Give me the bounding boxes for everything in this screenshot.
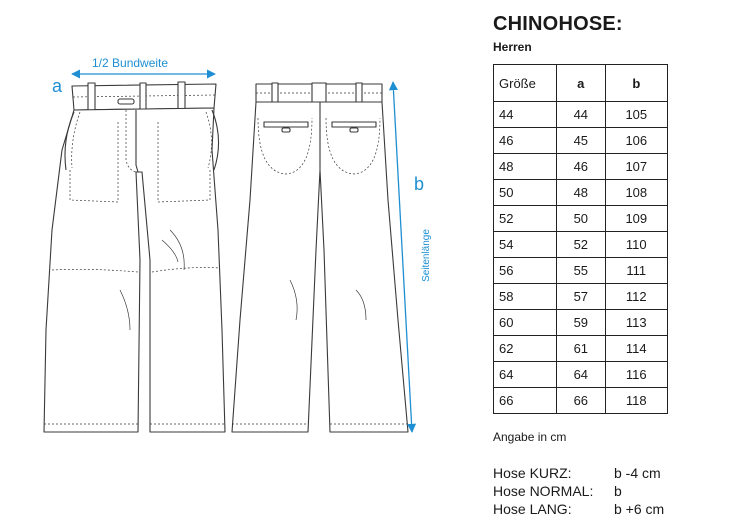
table-row bbox=[494, 154, 668, 180]
page-subtitle: Herren bbox=[493, 40, 532, 54]
cell-size: 64 bbox=[494, 362, 557, 388]
column-header-a: a bbox=[557, 65, 606, 102]
cell-a: 66 bbox=[557, 388, 606, 414]
cell-size: 62 bbox=[494, 336, 557, 362]
cell-size: 48 bbox=[494, 154, 557, 180]
table-row bbox=[494, 362, 668, 388]
length-variant-name: Hose NORMAL: bbox=[493, 483, 594, 499]
trousers-front-icon bbox=[44, 82, 225, 432]
unit-note: Angabe in cm bbox=[493, 430, 567, 444]
cell-b: 108 bbox=[605, 180, 667, 206]
cell-b: 116 bbox=[605, 362, 667, 388]
cell-a: 59 bbox=[557, 310, 606, 336]
cell-a: 57 bbox=[557, 284, 606, 310]
cell-a: 50 bbox=[557, 206, 606, 232]
cell-a: 46 bbox=[557, 154, 606, 180]
table-header-row bbox=[494, 65, 668, 102]
column-header-b: b bbox=[605, 65, 667, 102]
cell-a: 55 bbox=[557, 258, 606, 284]
table-row bbox=[494, 102, 668, 128]
cell-a: 44 bbox=[557, 102, 606, 128]
table-row bbox=[494, 232, 668, 258]
length-variants-list bbox=[493, 464, 664, 518]
length-variant-value: b -4 cm bbox=[614, 465, 661, 481]
list-item bbox=[493, 500, 664, 518]
waist-letter-a: a bbox=[52, 76, 63, 96]
cell-b: 111 bbox=[605, 258, 667, 284]
cell-a: 52 bbox=[557, 232, 606, 258]
cell-b: 113 bbox=[605, 310, 667, 336]
cell-b: 105 bbox=[605, 102, 667, 128]
cell-b: 110 bbox=[605, 232, 667, 258]
cell-size: 46 bbox=[494, 128, 557, 154]
cell-size: 66 bbox=[494, 388, 557, 414]
length-variant-value: b bbox=[614, 483, 622, 499]
trousers-back-icon bbox=[232, 83, 408, 432]
side-length-label: Seitenlänge bbox=[420, 229, 432, 282]
cell-a: 48 bbox=[557, 180, 606, 206]
table-row bbox=[494, 336, 668, 362]
cell-size: 44 bbox=[494, 102, 557, 128]
page-title: CHINOHOSE: bbox=[493, 13, 623, 35]
cell-a: 45 bbox=[557, 128, 606, 154]
cell-size: 52 bbox=[494, 206, 557, 232]
cell-size: 58 bbox=[494, 284, 557, 310]
cell-b: 118 bbox=[605, 388, 667, 414]
list-item bbox=[493, 464, 664, 482]
column-header-size: Größe bbox=[494, 65, 557, 102]
length-letter-b: b bbox=[414, 174, 425, 194]
cell-size: 60 bbox=[494, 310, 557, 336]
cell-b: 109 bbox=[605, 206, 667, 232]
size-table bbox=[493, 64, 668, 414]
table-row bbox=[494, 180, 668, 206]
length-variant-name: Hose LANG: bbox=[493, 501, 572, 517]
cell-b: 107 bbox=[605, 154, 667, 180]
list-item bbox=[493, 482, 664, 500]
cell-a: 64 bbox=[557, 362, 606, 388]
cell-a: 61 bbox=[557, 336, 606, 362]
length-variant-name: Hose KURZ: bbox=[493, 465, 572, 481]
table-row bbox=[494, 284, 668, 310]
cell-b: 114 bbox=[605, 336, 667, 362]
length-variant-value: b +6 cm bbox=[614, 501, 665, 517]
cell-size: 56 bbox=[494, 258, 557, 284]
cell-b: 112 bbox=[605, 284, 667, 310]
cell-size: 50 bbox=[494, 180, 557, 206]
cell-b: 106 bbox=[605, 128, 667, 154]
table-row bbox=[494, 128, 668, 154]
table-row bbox=[494, 388, 668, 414]
table-row bbox=[494, 206, 668, 232]
table-row bbox=[494, 258, 668, 284]
waist-width-label: 1/2 Bundweite bbox=[92, 56, 169, 70]
table-row bbox=[494, 310, 668, 336]
cell-size: 54 bbox=[494, 232, 557, 258]
